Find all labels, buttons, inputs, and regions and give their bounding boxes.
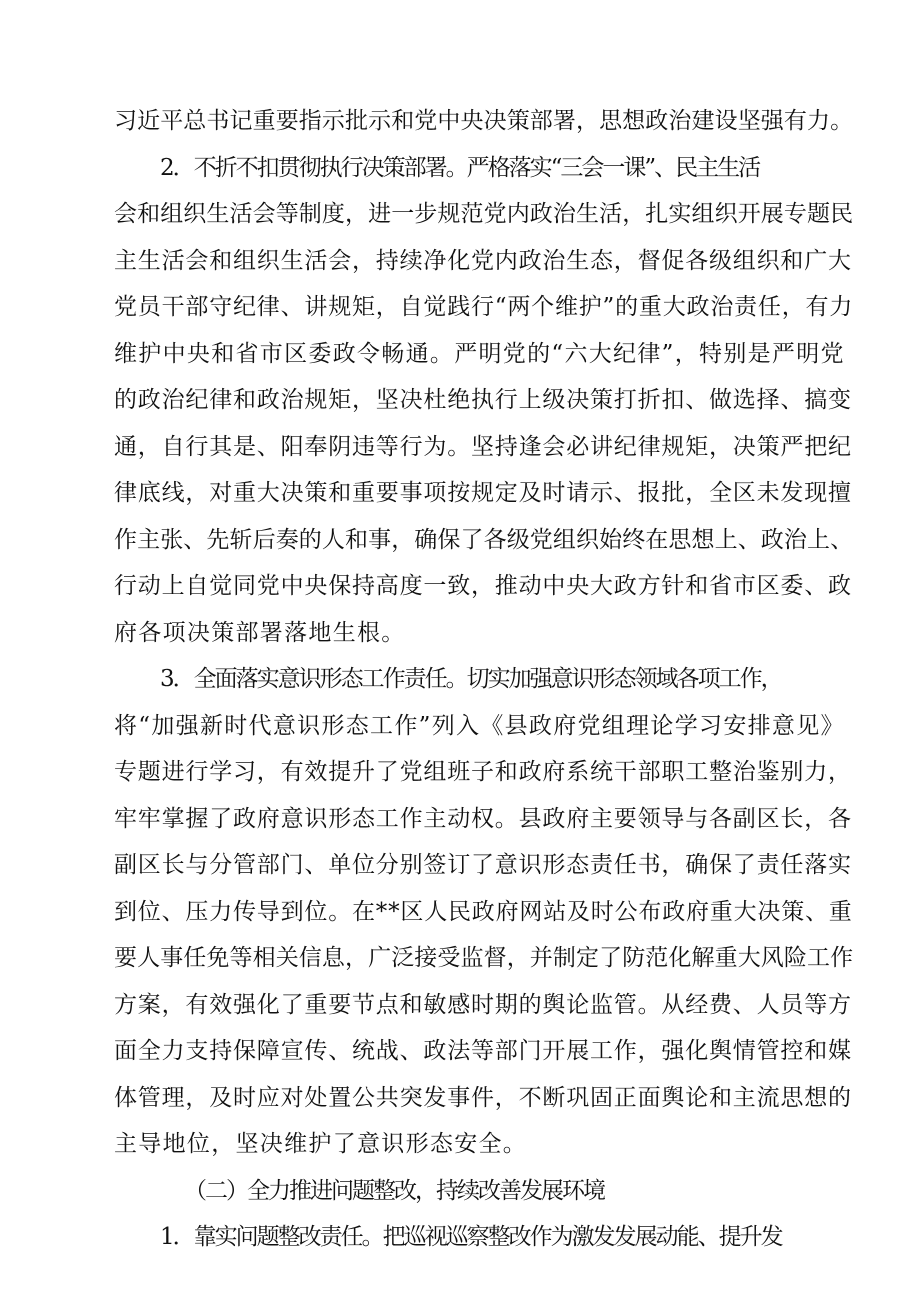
text-line: 的政治纪律和政治规矩，坚决杜绝执行上级决策打折扣、做选择、搞变 — [114, 387, 852, 413]
section-heading: （二）全力推进问题整改，持续改善发展环境 — [184, 1177, 604, 1204]
text-line: 律底线，对重大决策和重要事项按规定及时请示、报批，全区未发现擅 — [114, 480, 852, 506]
text-line: 1．靠实问题整改责任。把巡视巡察整改作为激发发展动能、提升发 — [160, 1224, 782, 1250]
text-line: 行动上自觉同党中央保持高度一致，推动中央大政方针和省市区委、政 — [114, 573, 852, 599]
text-line: 主生活会和组织生活会，持续净化党内政治生态，督促各级组织和广大 — [114, 247, 852, 274]
text-line: 将“加强新时代意识形态工作”列入《县政府党组理论学习安排意见》 — [114, 712, 845, 739]
text-line: 府各项决策部署落地生根。 — [114, 619, 406, 646]
text-line: 体管理，及时应对处置公共突发事件，不断巩固正面舆论和主流思想的 — [114, 1084, 852, 1111]
text-line: 牢牢掌握了政府意识形态工作主动权。县政府主要领导与各副区长，各 — [114, 805, 852, 832]
text-line: 专题进行学习，有效提升了党组班子和政府系统干部职工整治鉴别力， — [114, 759, 852, 785]
text-line: 2．不折不扣贯彻执行决策部署。严格落实“三会一课”、民主生活 — [160, 154, 760, 181]
text-line: 维护中央和省市区委政令畅通。严明党的“六大纪律”，特别是严明党 — [114, 340, 845, 367]
text-line: 副区长与分管部门、单位分别签订了意识形态责任书，确保了责任落实 — [114, 852, 852, 878]
text-line: 方案，有效强化了重要节点和敏感时期的舆论监管。从经费、人员等方 — [114, 991, 852, 1018]
text-line: 要人事任免等相关信息，广泛接受监督，并制定了防范化解重大风险工作 — [114, 945, 854, 971]
text-line: 习近平总书记重要指示批示和党中央决策部署，思想政治建设坚强有力。 — [114, 108, 854, 134]
text-line: 面全力支持保障宣传、统战、政法等部门开展工作，强化舆情管控和媒 — [114, 1038, 852, 1064]
text-line: 通，自行其是、阳奉阴违等行为。坚持逢会必讲纪律规矩，决策严把纪 — [114, 433, 852, 460]
text-line: 3．全面落实意识形态工作责任。切实加强意识形态领域各项工作， — [160, 666, 782, 692]
text-line: 主导地位，坚决维护了意识形态安全。 — [114, 1131, 528, 1157]
text-line: 到位、压力传导到位。在**区人民政府网站及时公布政府重大决策、重 — [114, 898, 853, 925]
text-line: 党员干部守纪律、讲规矩，自觉践行“两个维护”的重大政治责任，有力 — [114, 294, 854, 320]
text-line: 会和组织生活会等制度，进一步规范党内政治生活，扎实组织开展专题民 — [114, 201, 854, 227]
text-line: 作主张、先斩后奏的人和事，确保了各级党组织始终在思想上、政治上、 — [114, 526, 854, 553]
document-body — [0, 98, 920, 1261]
